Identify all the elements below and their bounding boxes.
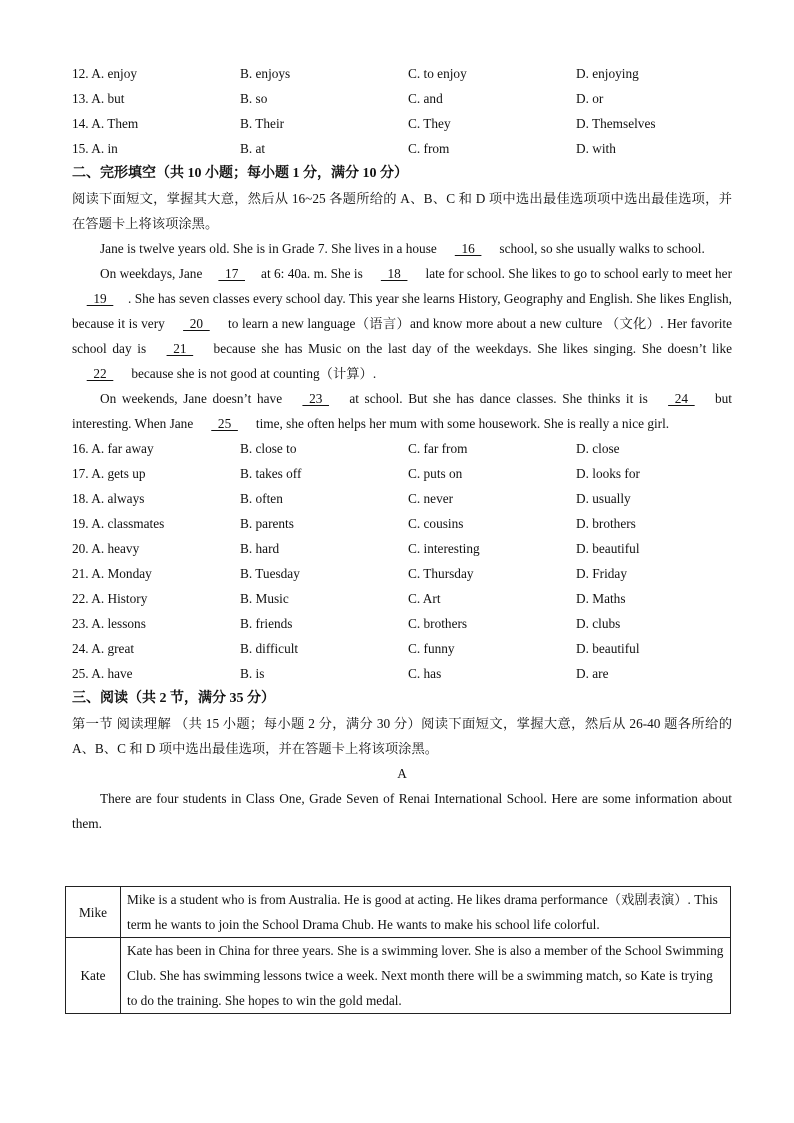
cloze-blank-18: 18	[380, 266, 408, 281]
option-b: B. Tuesday	[240, 566, 300, 581]
option-b: B. hard	[240, 541, 280, 556]
option-d: D. with	[576, 141, 616, 156]
cloze-paragraph-3	[72, 386, 732, 436]
student-name: Kate	[66, 938, 121, 1014]
student-info-table	[65, 886, 731, 1014]
option-row	[72, 511, 732, 536]
option-b: B. parents	[240, 516, 294, 531]
cloze-paragraph-1	[72, 236, 732, 261]
option-a: 17. A. gets up	[72, 466, 146, 481]
option-d: D. enjoying	[576, 66, 639, 81]
option-b: B. so	[240, 91, 268, 106]
option-c: C. cousins	[408, 516, 464, 531]
option-a: 24. A. great	[72, 641, 135, 656]
option-row	[72, 536, 732, 561]
cloze-text: On weekends, Jane doesn’t have	[100, 391, 288, 406]
option-d: D. brothers	[576, 516, 636, 531]
option-d: D. looks for	[576, 466, 640, 481]
option-d: D. close	[576, 441, 620, 456]
cloze-paragraph-2	[72, 261, 732, 386]
cloze-text: late for school. She likes to go to school early to meet her	[422, 266, 732, 281]
option-a: 25. A. have	[72, 666, 133, 681]
option-row	[72, 611, 732, 636]
cloze-blank-20: 20	[183, 316, 210, 331]
option-b: B. friends	[240, 616, 293, 631]
option-c: C. They	[408, 116, 451, 131]
option-c: C. never	[408, 491, 454, 506]
option-a: 18. A. always	[72, 491, 145, 506]
cloze-text: Jane is twelve years old. She is in Grade 7. She lives in a house	[100, 241, 441, 256]
cloze-blank-23: 23	[302, 391, 330, 406]
option-a: 20. A. heavy	[72, 541, 140, 556]
cloze-text: On weekdays, Jane	[100, 266, 206, 281]
option-row	[72, 436, 732, 461]
option-c: C. puts on	[408, 466, 463, 481]
option-a: 15. A. in	[72, 141, 118, 156]
option-c: C. from	[408, 141, 450, 156]
option-d: D. Themselves	[576, 116, 656, 131]
cloze-blank-17: 17	[218, 266, 245, 281]
section2-instruction: 阅读下面短文，掌握其大意，然后从 16~25 各题所给的 A、B、C 和 D 项中选出最佳选项项中选出最佳选项，并在答题卡上将该项涂黑。	[72, 191, 732, 231]
option-b: B. difficult	[240, 641, 299, 656]
cloze-blank-21: 21	[166, 341, 194, 356]
cloze-text: school, so she usually walks to school.	[496, 241, 705, 256]
part1-options	[72, 61, 732, 161]
option-row	[72, 561, 732, 586]
cloze-blank-24: 24	[668, 391, 695, 406]
option-c: C. Art	[408, 591, 441, 606]
section3-instruction: 第一节 阅读理解 （共 15 小题；每小题 2 分，满分 30 分）阅读下面短文，掌握大意，然后从 26-40 题各所给的 A、B、C 和 D 项中选出最佳选项，并在答题卡上将该项涂黑。	[72, 716, 732, 756]
student-description: Kate has been in China for three years. She is a swimming lover. She is also a member of the School Swimming Club. She has swimming lessons twice a week. Next month there will be a swimming match, so Kate is trying to do the training. She hopes to win the gold medal.	[121, 938, 731, 1014]
option-a: 22. A. History	[72, 591, 148, 606]
cloze-text: because she is not good at counting（计算）.	[128, 366, 377, 381]
passage-intro: There are four students in Class One, Grade Seven of Renai International School. Here are some information about them.	[72, 791, 732, 831]
option-a: 14. A. Them	[72, 116, 139, 131]
student-name: Mike	[66, 887, 121, 938]
cloze-text: because she has Music on the last day of the weekdays. She likes singing. She doesn’t like	[207, 341, 732, 356]
cloze-text: at 6: 40a. m. She is	[257, 266, 367, 281]
cloze-blank-25: 25	[211, 416, 238, 431]
option-c: C. and	[408, 91, 443, 106]
option-row	[72, 486, 732, 511]
option-row	[72, 636, 732, 661]
cloze-blank-19: 19	[86, 291, 114, 306]
option-c: C. funny	[408, 641, 455, 656]
option-c: C. far from	[408, 441, 468, 456]
option-row	[72, 111, 732, 136]
option-b: B. at	[240, 141, 266, 156]
option-b: B. is	[240, 666, 265, 681]
option-row	[72, 461, 732, 486]
option-b: B. takes off	[240, 466, 302, 481]
option-b: B. Music	[240, 591, 289, 606]
table-row	[66, 887, 731, 938]
cloze-text: at school. But she has dance classes. She thinks it is	[343, 391, 654, 406]
cloze-options	[72, 436, 732, 686]
option-b: B. close to	[240, 441, 297, 456]
option-row	[72, 586, 732, 611]
option-d: D. Maths	[576, 591, 626, 606]
option-d: D. beautiful	[576, 541, 640, 556]
table-row	[66, 938, 731, 1014]
option-row	[72, 661, 732, 686]
option-c: C. interesting	[408, 541, 480, 556]
option-c: C. brothers	[408, 616, 468, 631]
option-a: 16. A. far away	[72, 441, 154, 456]
option-a: 23. A. lessons	[72, 616, 146, 631]
cloze-text: time, she often helps her mum with some housework. She is really a nice girl.	[252, 416, 670, 431]
cloze-blank-16: 16	[454, 241, 482, 256]
option-row	[72, 136, 732, 161]
section3-title: 三、阅读（共 2 节，满分 35 分）	[72, 691, 275, 706]
student-description: Mike is a student who is from Australia. He is good at acting. He likes drama performance（戏剧表演）. This term he wants to join the School Drama Chub. He wants to make his school life colorful.	[121, 887, 731, 938]
option-a: 12. A. enjoy	[72, 66, 138, 81]
option-c: C. Thursday	[408, 566, 474, 581]
option-row	[72, 61, 732, 86]
cloze-text: to learn a new language（语言）and know more about a new culture （文化）. Her favorite school day is	[72, 316, 733, 356]
option-d: D. are	[576, 666, 609, 681]
exam-page	[72, 61, 732, 836]
option-a: 13. A. but	[72, 91, 125, 106]
cloze-text: but interesting. When Jane	[72, 391, 732, 431]
option-d: D. clubs	[576, 616, 621, 631]
section2-title: 二、完形填空（共 10 小题；每小题 1 分，满分 10 分）	[72, 166, 408, 181]
cloze-blank-22: 22	[86, 366, 114, 381]
option-c: C. to enjoy	[408, 66, 467, 81]
cloze-text: . She has seven classes every school day. This year she learns History, Geography and English. She likes English, because it is very	[72, 291, 732, 331]
option-d: D. beautiful	[576, 641, 640, 656]
option-c: C. has	[408, 666, 442, 681]
passage-label: A	[397, 766, 407, 781]
option-b: B. Their	[240, 116, 285, 131]
option-d: D. Friday	[576, 566, 627, 581]
option-row	[72, 86, 732, 111]
option-b: B. enjoys	[240, 66, 291, 81]
option-d: D. or	[576, 91, 604, 106]
option-b: B. often	[240, 491, 283, 506]
option-d: D. usually	[576, 491, 631, 506]
option-a: 21. A. Monday	[72, 566, 152, 581]
option-a: 19. A. classmates	[72, 516, 165, 531]
